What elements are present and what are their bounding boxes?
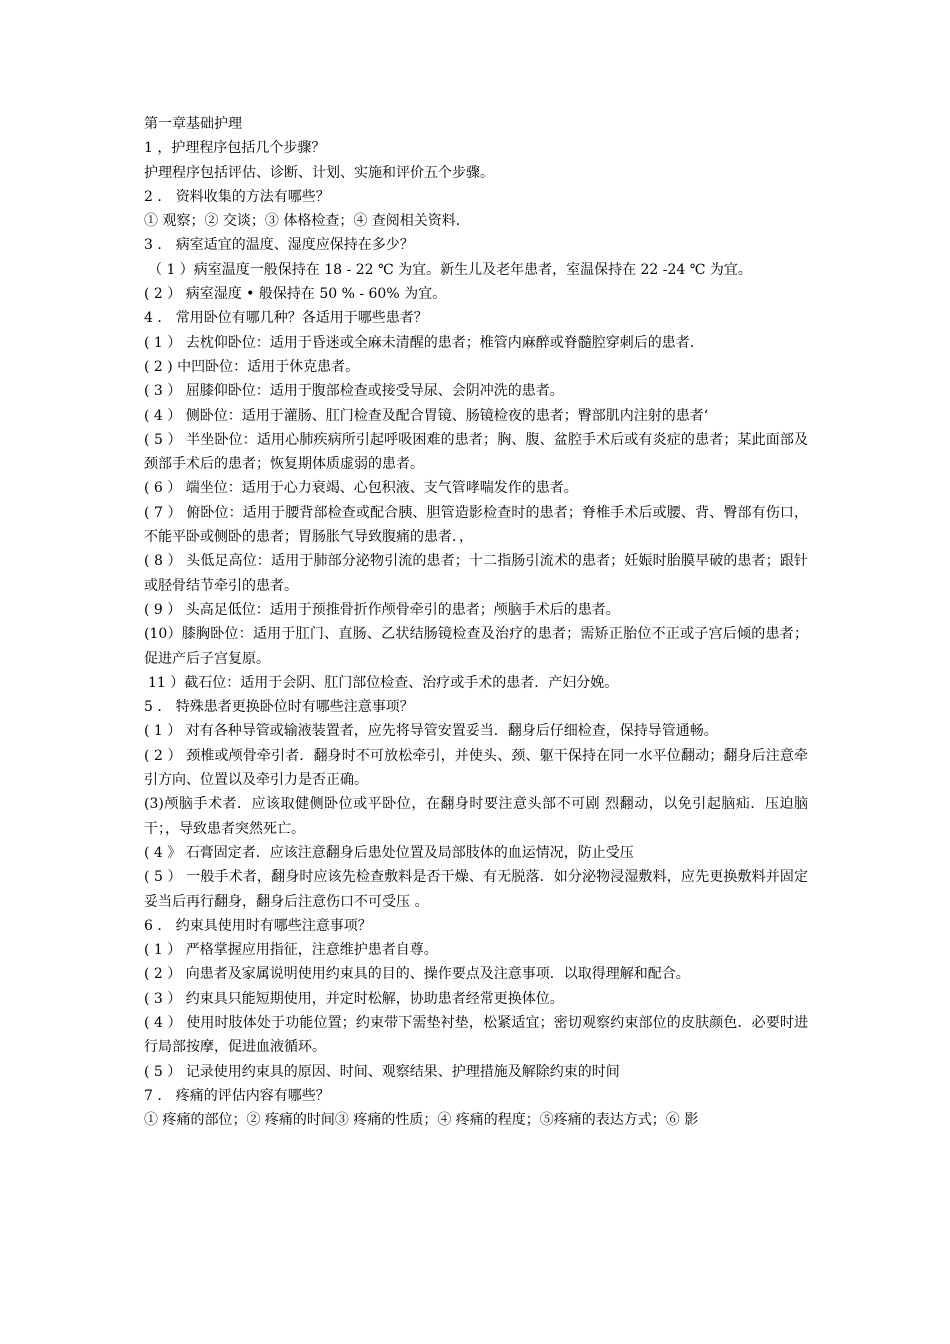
question-5: 5 ． 特殊患者更换卧位时有哪些注意事项？	[144, 699, 414, 716]
answer-4-item-6: ( 6 ） 端坐位：适用于心力衰竭、心包积液、支气管哮喘发作的患者。	[144, 480, 578, 497]
answer-4-item-2: ( 2 ) 中凹卧位：适用于休克患者。	[144, 358, 360, 375]
answer-6-item-4: ( 4 ） 使用时肢体处于功能位置；约束带下需垫衬垫，松紧适宜；密切观察约束部位的皮肤颜色．必要时进行局部按摩，促进血液循环。	[144, 1014, 808, 1056]
answer-4-item-4: ( 4 ） 侧卧位：适用于灌肠、肛门检查及配合胃镜、肠镜检夜的患者；臀部肌内注射的患者‘	[144, 407, 709, 424]
answer-2: ① 观察；② 交谈；③ 体格检查；④ 查阅相关资料．	[144, 213, 470, 230]
answer-6-item-1: ( 1 ） 严格掌握应用指征，注意维护患者自尊。	[144, 942, 438, 959]
answer-4-item-11: 11 ）截石位：适用于会阴、肛门部位检查、治疗或手术的患者．产妇分娩。	[148, 674, 619, 691]
answer-4-item-5: ( 5 ） 半坐卧位：适用心肺疾病所引起呼吸困难的患者；胸、腹、盆腔手术后或有炎症的患者；某此面部及颈部手术后的患者；恢复期体质虚弱的患者。	[144, 431, 808, 473]
answer-5-item-3: (3)颅脑手术者．应该取健侧卧位或平卧位，在翻身时要注意头部不可剧 烈翻动，以免引起脑疝．压迫脑干；，导致患者突然死亡。	[144, 796, 808, 837]
question-3: 3 ． 病室适宜的温度、湿度应保持在多少？	[144, 237, 414, 254]
answer-5-item-2: ( 2 ） 颈椎或颅骨牵引者．翻身时不可放松牵引，并使头、颈、躯干保持在同一水平位翻动；翻身后注意牵引方向、位置以及牵引力是否正确。	[144, 747, 808, 789]
answer-3-item-1: （ 1 ）病室温度一般保持在 18 - 22 ℃ 为宜。新生儿及老年患者，室温保持在 22 -24 ℃ 为宜。	[148, 261, 752, 278]
answer-4-item-7: ( 7 ） 俯卧位：适用于腰背部检查或配合胰、胆管造影检查时的患者；脊椎手术后或腰、背、臀部有伤口，不能平卧或侧卧的患者；胃肠胀气导致腹痛的患者．，	[144, 504, 808, 546]
answer-5-item-4: ( 4 》 石膏固定者．应该注意翻身后患处位置及局部肢体的血运情况，防止受压	[144, 844, 634, 861]
answer-6-item-5: ( 5 ） 记录使用约束具的原因、时间、观察结果、护理措施及解除约束的时间	[144, 1063, 620, 1080]
question-2: 2 ． 资料收集的方法有哪些？	[144, 188, 330, 205]
answer-3-item-2: ( 2 ） 病室湿度 • 般保持在 50 % - 60% 为宜。	[144, 286, 447, 303]
question-7: 7 ． 疼痛的评估内容有哪些？	[144, 1087, 330, 1104]
answer-5-item-1: ( 1 ） 对有各种导管或输液装置者，应先将导管安置妥当．翻身后仔细检查，保持导管通畅。	[144, 723, 718, 740]
answer-4-item-9: ( 9 ） 头高足低位：适用于预推骨折作颅骨牵引的患者；颅脑手术后的患者。	[144, 601, 620, 618]
answer-4-item-8: ( 8 ） 头低足高位：适用于肺部分泌物引流的患者；十二指肠引流术的患者；妊娠时胎膜早破的患者；跟针或胫骨结节牵引的患者。	[144, 553, 808, 594]
answer-1: 护理程序包括评估、诊断、计划、实施和评价五个步骤。	[144, 164, 494, 181]
answer-4-item-1: ( 1 ） 去枕仰卧位：适用于昏迷或全麻未清醒的患者；椎管内麻醉或脊髓腔穿刺后的患者．	[144, 334, 704, 351]
answer-5-item-5: ( 5 ） 一般手术者，翻身时应该先检查敷料是否干燥、有无脱落．如分泌物浸湿敷料，应先更换敷料并固定妥当后再行翻身，翻身后注意伤口不可受压 。	[144, 869, 808, 910]
answer-6-item-2: ( 2 ） 向患者及家属说明使用约束具的目的、操作要点及注意事项．以取得理解和配合。	[144, 966, 690, 983]
question-4: 4 ． 常用卧位有哪几种？各适用于哪些患者？	[144, 310, 428, 327]
answer-4-item-10: (10）膝胸卧位：适用于肛门、直肠、乙状结肠镜检查及治疗的患者；需矫正胎位不正或子宫后倾的患者；促进产后子宫复原。	[144, 626, 808, 667]
chapter-title: 第一章基础护理	[144, 116, 242, 132]
answer-6-item-3: ( 3 ） 约束具只能短期使用，并定时松解，协助患者经常更换体位。	[144, 990, 564, 1007]
document-page	[144, 112, 808, 1132]
question-6: 6 ． 约束具使用时有哪些注意事项？	[144, 917, 372, 934]
question-1: 1 ，护理程序包括几个步骤？	[144, 140, 326, 157]
answer-7: ① 疼痛的部位；② 疼痛的时间③ 疼痛的性质；④ 疼痛的程度；⑤疼痛的表达方式；⑥ 影	[144, 1112, 699, 1129]
answer-4-item-3: ( 3 ） 屈膝仰卧位：适用于腹部检查或接受导尿、会阴冲洗的患者。	[144, 383, 564, 400]
